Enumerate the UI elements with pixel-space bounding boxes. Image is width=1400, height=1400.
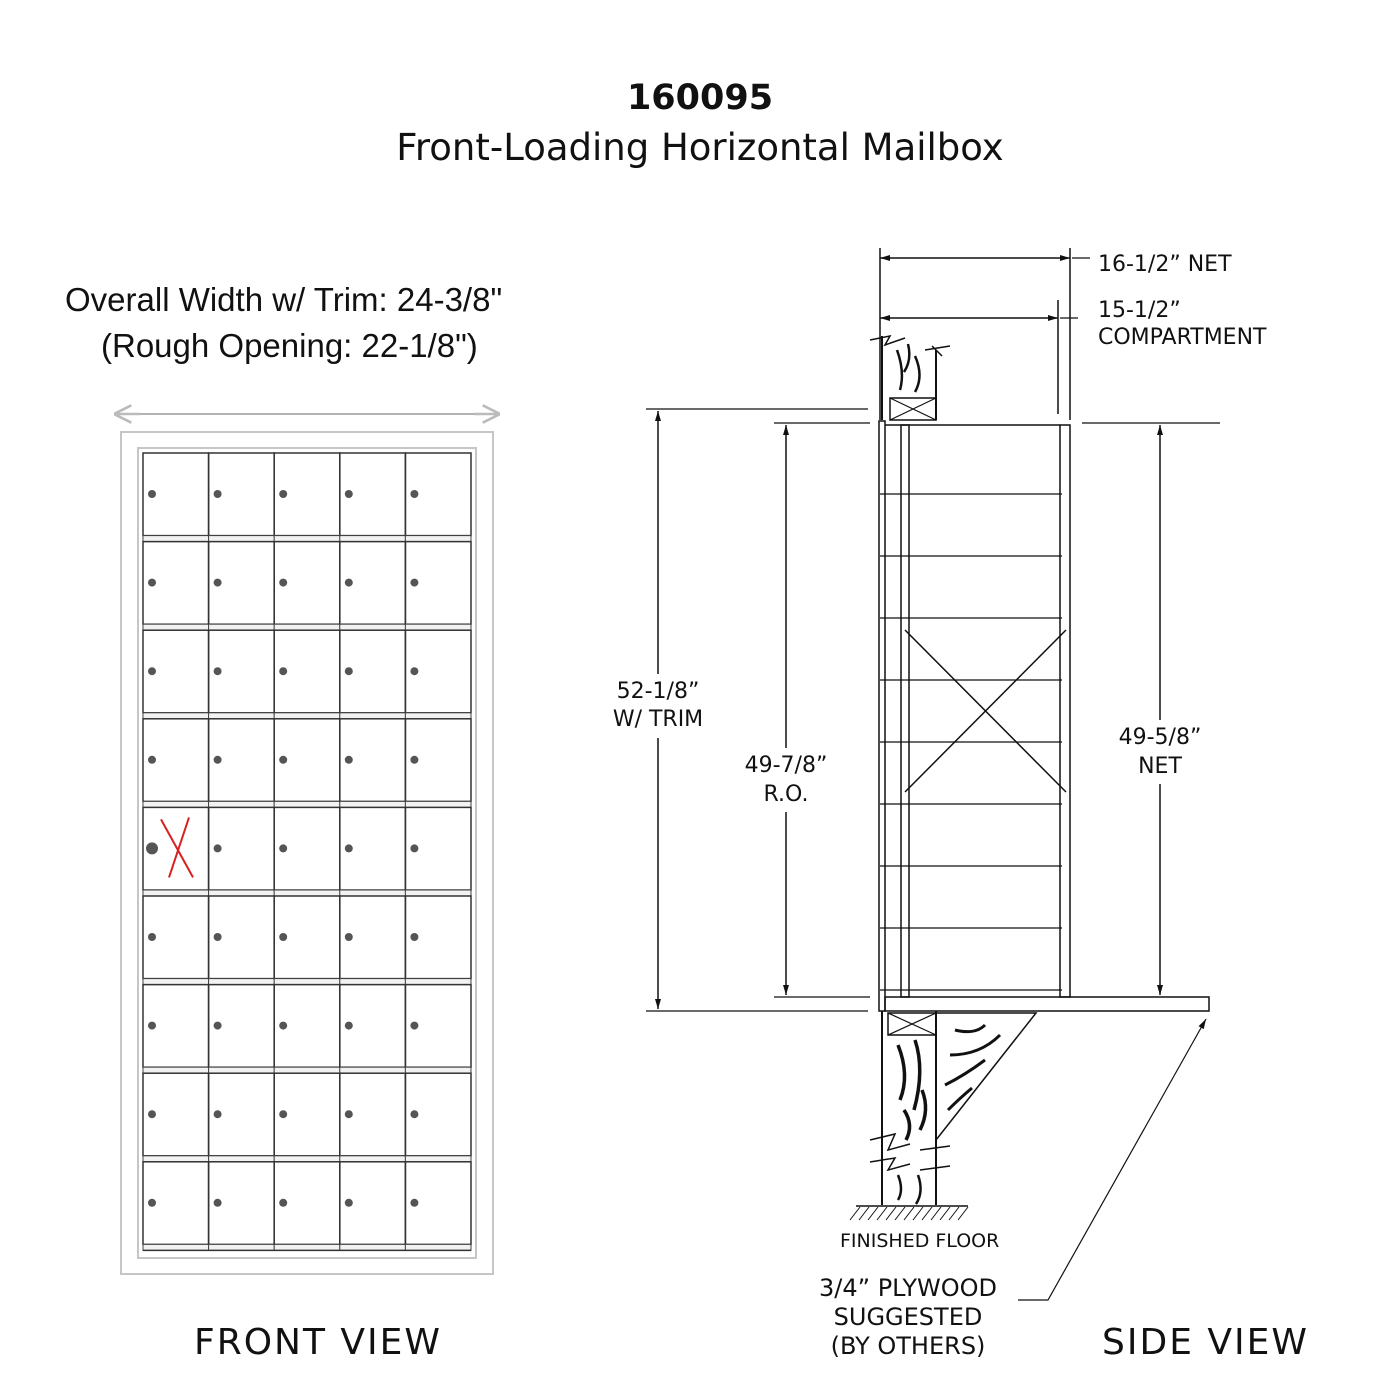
dim-trim-line1: 52-1/8” bbox=[616, 679, 700, 704]
lock-icon bbox=[214, 667, 222, 675]
door-hinge-strip bbox=[143, 1244, 209, 1250]
door-hinge-strip bbox=[143, 979, 209, 985]
door-hinge-strip bbox=[405, 536, 471, 542]
floor-hatch-line bbox=[886, 1207, 896, 1220]
door-hinge-strip bbox=[209, 1067, 275, 1073]
lock-icon bbox=[279, 1199, 287, 1207]
floor-hatch-line bbox=[877, 1207, 887, 1220]
lock-icon bbox=[214, 756, 222, 764]
model-number: 160095 bbox=[626, 78, 774, 118]
dim-net-width: 16-1/2” NET bbox=[1098, 252, 1232, 277]
lock-icon bbox=[214, 1022, 222, 1030]
door-hinge-strip bbox=[143, 801, 209, 807]
door-hinge-strip bbox=[405, 713, 471, 719]
lock-icon bbox=[410, 579, 418, 587]
lock-icon bbox=[345, 1199, 353, 1207]
door-hinge-strip bbox=[340, 1067, 406, 1073]
lock-icon bbox=[345, 579, 353, 587]
lock-icon bbox=[345, 490, 353, 498]
door-hinge-strip bbox=[209, 979, 275, 985]
door-grid bbox=[143, 453, 471, 1250]
door-hinge-strip bbox=[274, 1067, 340, 1073]
lock-icon bbox=[214, 490, 222, 498]
door-hinge-strip bbox=[274, 1244, 340, 1250]
product-title: Front-Loading Horizontal Mailbox bbox=[396, 126, 1004, 169]
floor-hatch-line bbox=[859, 1207, 869, 1220]
door-hinge-strip bbox=[209, 1156, 275, 1162]
lock-icon bbox=[410, 667, 418, 675]
floor-hatch-line bbox=[904, 1207, 914, 1220]
floor-hatch-line bbox=[949, 1207, 959, 1220]
door-hinge-strip bbox=[209, 890, 275, 896]
lock-icon bbox=[279, 756, 287, 764]
lock-icon bbox=[148, 1022, 156, 1030]
door-hinge-strip bbox=[405, 1067, 471, 1073]
dim-trim-line2: W/ TRIM bbox=[612, 707, 704, 732]
door-hinge-strip bbox=[405, 624, 471, 630]
plywood-line3: (BY OTHERS) bbox=[830, 1332, 986, 1360]
plywood-shelf bbox=[885, 997, 1209, 1011]
lock-icon bbox=[214, 1110, 222, 1118]
lock-icon bbox=[279, 844, 287, 852]
floor-hatch-line bbox=[895, 1207, 905, 1220]
door-hinge-strip bbox=[405, 890, 471, 896]
door-hinge-strip bbox=[274, 801, 340, 807]
lock-icon bbox=[279, 933, 287, 941]
lock-icon bbox=[279, 1022, 287, 1030]
dim-ro-line1: 49-7/8” bbox=[744, 753, 828, 778]
door-hinge-strip bbox=[340, 536, 406, 542]
side-view-label: SIDE VIEW bbox=[1102, 1322, 1309, 1363]
lock-icon bbox=[148, 667, 156, 675]
floor-hatch-line bbox=[931, 1207, 941, 1220]
door-hinge-strip bbox=[405, 801, 471, 807]
overall-width-label: Overall Width w/ Trim: 24-3/8" bbox=[65, 281, 503, 318]
door-hinge-strip bbox=[405, 979, 471, 985]
floor-hatch-line bbox=[913, 1207, 923, 1220]
rough-opening-label: (Rough Opening: 22-1/8") bbox=[101, 327, 478, 364]
lock-icon bbox=[148, 756, 156, 764]
door-hinge-strip bbox=[274, 713, 340, 719]
door-hinge-strip bbox=[274, 890, 340, 896]
floor-hatch-line bbox=[940, 1207, 950, 1220]
door-hinge-strip bbox=[209, 713, 275, 719]
lock-icon bbox=[345, 844, 353, 852]
lock-icon bbox=[345, 1022, 353, 1030]
door-hinge-strip bbox=[143, 1067, 209, 1073]
door-hinge-strip bbox=[209, 624, 275, 630]
door-hinge-strip bbox=[274, 1156, 340, 1162]
lock-icon bbox=[148, 1199, 156, 1207]
door-hinge-strip bbox=[340, 624, 406, 630]
lock-icon bbox=[148, 579, 156, 587]
dim-net-height-line2: NET bbox=[1138, 754, 1182, 779]
lock-icon bbox=[279, 1110, 287, 1118]
lock-icon bbox=[279, 490, 287, 498]
door-hinge-strip bbox=[209, 1244, 275, 1250]
door-hinge-strip bbox=[143, 536, 209, 542]
door-hinge-strip bbox=[274, 979, 340, 985]
lock-icon bbox=[345, 933, 353, 941]
door-hinge-strip bbox=[340, 890, 406, 896]
door-hinge-strip bbox=[340, 713, 406, 719]
lock-icon bbox=[410, 1022, 418, 1030]
floor-hatch-line bbox=[922, 1207, 932, 1220]
lock-icon bbox=[345, 756, 353, 764]
front-view-label: FRONT VIEW bbox=[194, 1322, 443, 1363]
lock-icon bbox=[410, 490, 418, 498]
lock-icon bbox=[410, 844, 418, 852]
dim-compartment-line2: COMPARTMENT bbox=[1098, 325, 1267, 350]
door-hinge-strip bbox=[340, 979, 406, 985]
lock-icon bbox=[410, 1199, 418, 1207]
door-hinge-strip bbox=[143, 713, 209, 719]
lock-icon bbox=[146, 842, 158, 854]
lock-icon bbox=[345, 667, 353, 675]
door-hinge-strip bbox=[405, 1244, 471, 1250]
door-hinge-strip bbox=[274, 624, 340, 630]
floor-hatch-line bbox=[958, 1207, 968, 1220]
lock-icon bbox=[148, 1110, 156, 1118]
plywood-line1: 3/4” PLYWOOD bbox=[819, 1274, 997, 1302]
door-hinge-strip bbox=[143, 1156, 209, 1162]
trim-inner bbox=[138, 448, 476, 1258]
door-hinge-strip bbox=[340, 1156, 406, 1162]
lock-icon bbox=[214, 933, 222, 941]
dim-net-height-line1: 49-5/8” bbox=[1118, 725, 1202, 750]
plywood-line2: SUGGESTED bbox=[833, 1303, 983, 1331]
finished-floor-label: FINISHED FLOOR bbox=[840, 1230, 1000, 1252]
dim-compartment-line1: 15-1/2” bbox=[1098, 298, 1181, 323]
door-hinge-strip bbox=[274, 536, 340, 542]
lock-icon bbox=[279, 667, 287, 675]
door-hinge-strip bbox=[340, 1244, 406, 1250]
door-hinge-strip bbox=[143, 890, 209, 896]
cross-mark-icon bbox=[161, 817, 193, 877]
lock-icon bbox=[410, 933, 418, 941]
dim-ro-line2: R.O. bbox=[763, 782, 809, 807]
front-view bbox=[114, 414, 500, 1274]
door-hinge-strip bbox=[340, 801, 406, 807]
door-hinge-strip bbox=[143, 624, 209, 630]
lock-icon bbox=[410, 1110, 418, 1118]
door-hinge-strip bbox=[405, 1156, 471, 1162]
door-hinge-strip bbox=[209, 536, 275, 542]
door-hinge-strip bbox=[209, 801, 275, 807]
lock-icon bbox=[148, 490, 156, 498]
floor-hatch-line bbox=[850, 1207, 860, 1220]
lock-icon bbox=[214, 579, 222, 587]
floor-hatch-line bbox=[868, 1207, 878, 1220]
lock-icon bbox=[214, 844, 222, 852]
lock-icon bbox=[214, 1199, 222, 1207]
lock-icon bbox=[148, 933, 156, 941]
lock-icon bbox=[279, 579, 287, 587]
lock-icon bbox=[410, 756, 418, 764]
lock-icon bbox=[345, 1110, 353, 1118]
